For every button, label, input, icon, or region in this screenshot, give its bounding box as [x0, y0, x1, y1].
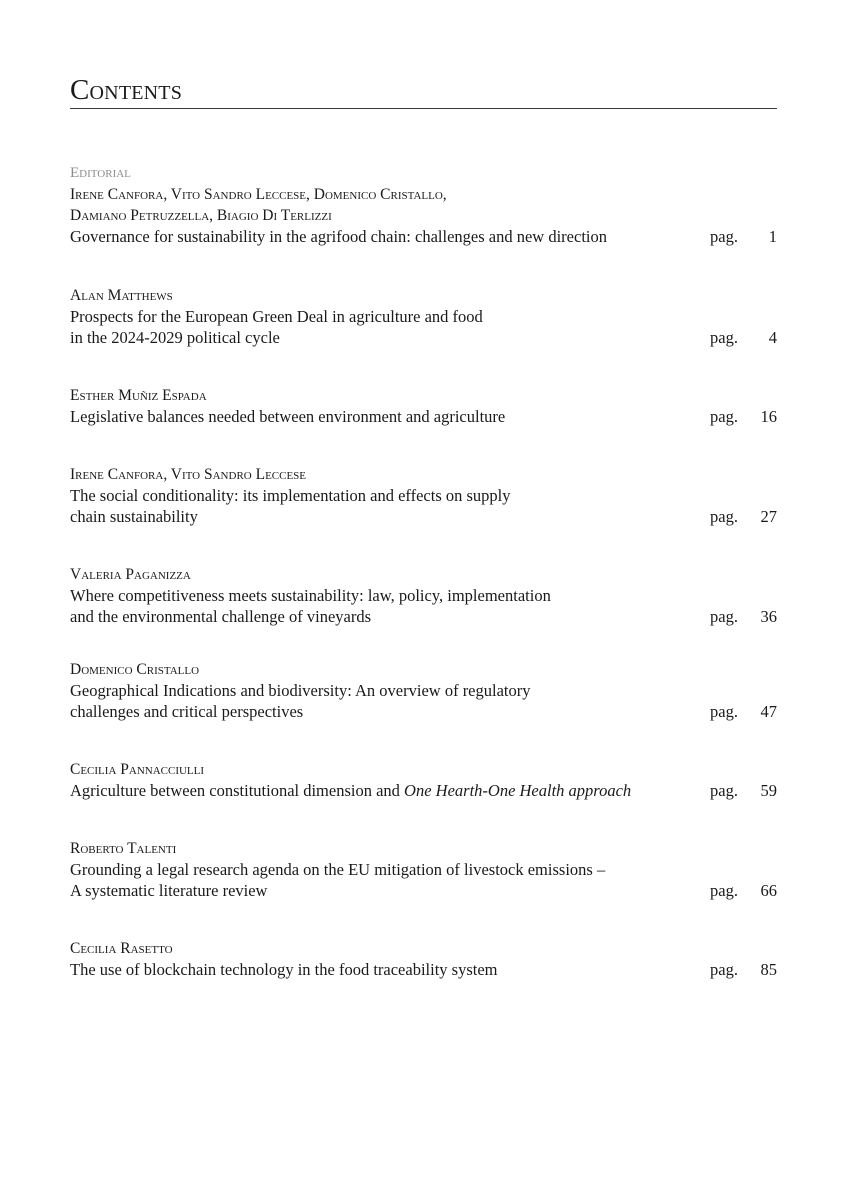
- toc-entry[interactable]: [70, 285, 777, 348]
- entry-title: Where competitiveness meets sustainability: law, policy, implementation: [70, 586, 551, 605]
- entry-title-text: and the environmental challenge of vineyards: [70, 607, 372, 626]
- entry-authors: Irene Canfora, Vito Sandro Leccese, Domenico Cristallo,: [70, 186, 447, 203]
- toc-entry[interactable]: [70, 938, 777, 980]
- page-number: 16: [760, 407, 777, 426]
- entry-title: The social conditionality: its implementation and effects on supply: [70, 486, 511, 505]
- page-number: 85: [760, 960, 777, 979]
- entry-title-text: Governance for sustainability in the agrifood chain: challenges and new direction: [70, 227, 607, 246]
- entry-author: Roberto Talenti: [70, 840, 177, 857]
- page-number: 66: [760, 881, 777, 900]
- toc-entry[interactable]: [70, 464, 777, 527]
- page-number: 36: [760, 607, 777, 626]
- entry-title: Grounding a legal research agenda on the EU mitigation of livestock emissions –: [70, 860, 606, 879]
- toc-entry[interactable]: [70, 759, 777, 801]
- entry-author: Domenico Cristallo: [70, 661, 200, 678]
- toc-entry[interactable]: [70, 659, 777, 722]
- pag-label: pag.: [710, 227, 738, 246]
- page-reference: [697, 506, 777, 527]
- toc-entry[interactable]: [70, 838, 777, 901]
- entry-title: [70, 959, 777, 980]
- toc-entry[interactable]: [70, 385, 777, 427]
- page-number: 47: [760, 702, 777, 721]
- page-reference: [697, 780, 777, 801]
- entry-title: Geographical Indications and biodiversity: An overview of regulatory: [70, 681, 531, 700]
- entry-title-text: chain sustainability: [70, 507, 198, 526]
- pag-label: pag.: [710, 781, 738, 800]
- page-reference: [697, 701, 777, 722]
- entry-author: Valeria Paganizza: [70, 566, 191, 583]
- entry-title-text: The use of blockchain technology in the food traceability system: [70, 960, 498, 979]
- page-reference: [697, 606, 777, 627]
- pag-label: pag.: [710, 507, 738, 526]
- pag-label: pag.: [710, 328, 738, 347]
- page-reference: [697, 880, 777, 901]
- entry-title: Prospects for the European Green Deal in agriculture and food: [70, 307, 483, 326]
- page-reference: [697, 406, 777, 427]
- page-number: 59: [760, 781, 777, 800]
- pag-label: pag.: [710, 881, 738, 900]
- pag-label: pag.: [710, 702, 738, 721]
- page-reference: [697, 959, 777, 980]
- pag-label: pag.: [710, 407, 738, 426]
- entry-title: [70, 226, 777, 247]
- page-number: 1: [768, 227, 777, 246]
- entry-title: [70, 780, 777, 801]
- entry-title-text: Agriculture between constitutional dimension and: [70, 781, 405, 800]
- entry-author: Alan Matthews: [70, 287, 173, 304]
- toc-entry-editorial[interactable]: [70, 163, 777, 247]
- pag-label: pag.: [710, 960, 738, 979]
- title-divider: [70, 108, 777, 109]
- entry-title: [70, 606, 777, 627]
- entry-author: Cecilia Pannacciulli: [70, 761, 205, 778]
- pag-label: pag.: [710, 607, 738, 626]
- toc-entry[interactable]: [70, 564, 777, 627]
- entry-author: Cecilia Rasetto: [70, 940, 173, 957]
- entry-title: [70, 701, 777, 722]
- entry-title-text: in the 2024-2029 political cycle: [70, 328, 280, 347]
- page-reference: [697, 327, 777, 348]
- entry-title-text: Legislative balances needed between environment and agriculture: [70, 407, 506, 426]
- page-number: 4: [768, 328, 777, 347]
- section-label: Editorial: [70, 165, 131, 181]
- page-number: 27: [760, 507, 777, 526]
- entry-author: Esther Muñiz Espada: [70, 387, 207, 404]
- page-reference: [697, 226, 777, 247]
- entry-title: [70, 327, 777, 348]
- entry-title: [70, 880, 777, 901]
- entry-authors: Damiano Petruzzella, Biagio Di Terlizzi: [70, 207, 332, 224]
- entry-author: Irene Canfora, Vito Sandro Leccese: [70, 466, 307, 483]
- page-title: Contents: [70, 74, 183, 106]
- entry-title: [70, 406, 777, 427]
- entry-title-text: challenges and critical perspectives: [70, 702, 304, 721]
- entry-title-italic: One Hearth-One Health approach: [404, 781, 632, 800]
- entry-title: [70, 506, 777, 527]
- entry-title-text: A systematic literature review: [70, 881, 268, 900]
